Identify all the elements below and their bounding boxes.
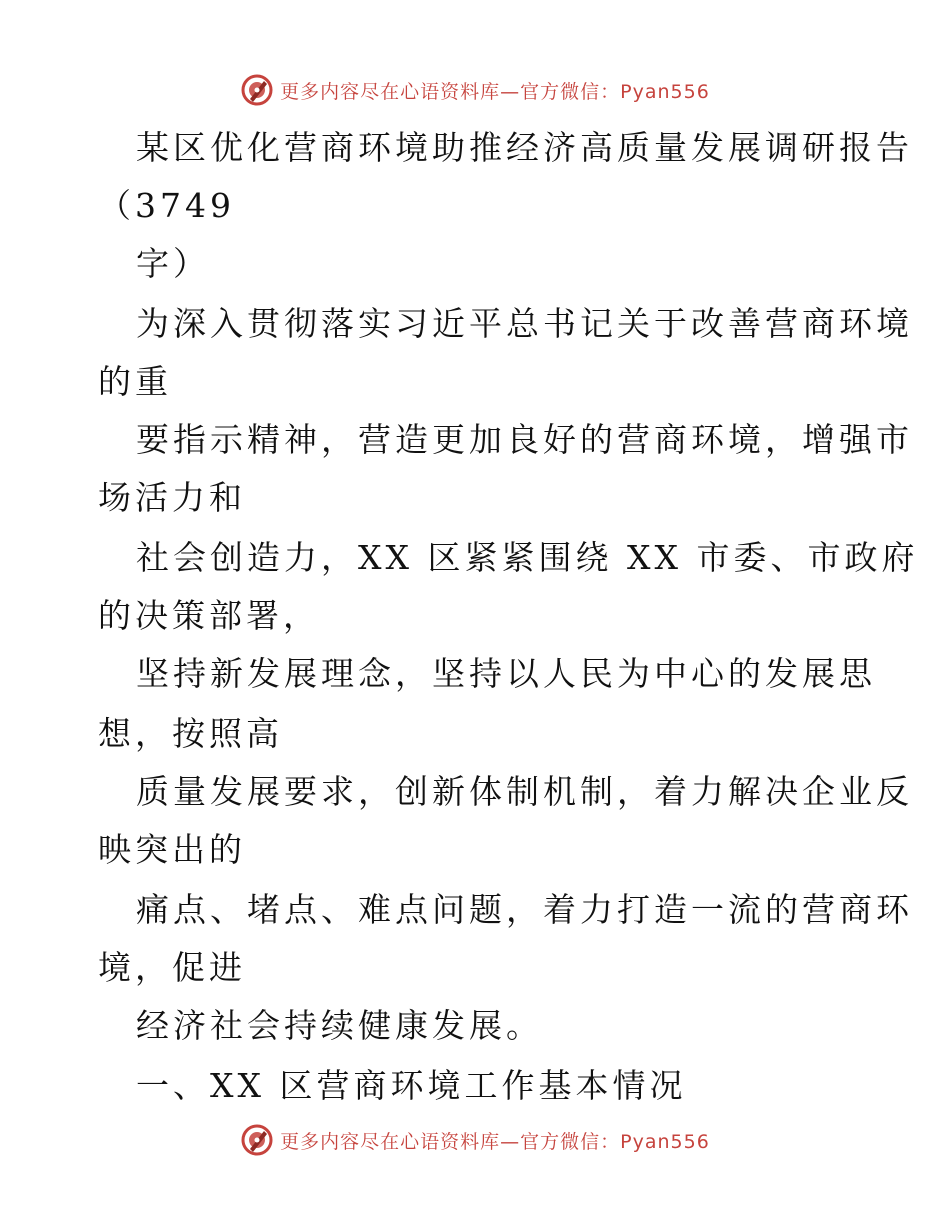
footer-watermark	[0, 1122, 950, 1158]
paragraph-line: 场活力和	[98, 478, 246, 517]
title-line: 某区优化营商环境助推经济高质量发展调研报告	[136, 128, 913, 167]
paragraph-line: 经济社会持续健康发展。	[136, 1006, 543, 1045]
section-heading: 一、XX 区营商环境工作基本情况	[136, 1066, 687, 1105]
paragraph-line: 的决策部署，	[98, 596, 320, 635]
paragraph-line: 想，按照高	[98, 714, 283, 753]
paragraph-line: 的重	[98, 362, 172, 401]
paragraph-line: 痛点、堵点、难点问题，着力打造一流的营商环	[136, 890, 913, 929]
watermark-text: 更多内容尽在心语资料库—官方微信：Pyan556	[280, 1130, 710, 1153]
pen-logo-icon	[240, 1123, 274, 1157]
watermark-text: 更多内容尽在心语资料库—官方微信：Pyan556	[280, 80, 710, 103]
paragraph-line: 社会创造力，XX 区紧紧围绕 XX 市委、市政府	[136, 538, 919, 577]
pen-logo-icon	[240, 73, 274, 107]
paragraph-line: 映突出的	[98, 830, 246, 869]
paragraph-line: 要指示精神，营造更加良好的营商环境，增强市	[136, 420, 913, 459]
title-line-cont: （3749	[98, 186, 235, 225]
header-watermark	[0, 72, 950, 108]
paragraph-line: 质量发展要求，创新体制机制，着力解决企业反	[136, 772, 913, 811]
paragraph-line: 为深入贯彻落实习近平总书记关于改善营商环境	[136, 304, 913, 343]
paragraph-line: 境，促进	[98, 948, 246, 987]
paragraph-line: 坚持新发展理念，坚持以人民为中心的发展思	[136, 654, 876, 693]
title-line-cont: 字）	[136, 244, 210, 283]
